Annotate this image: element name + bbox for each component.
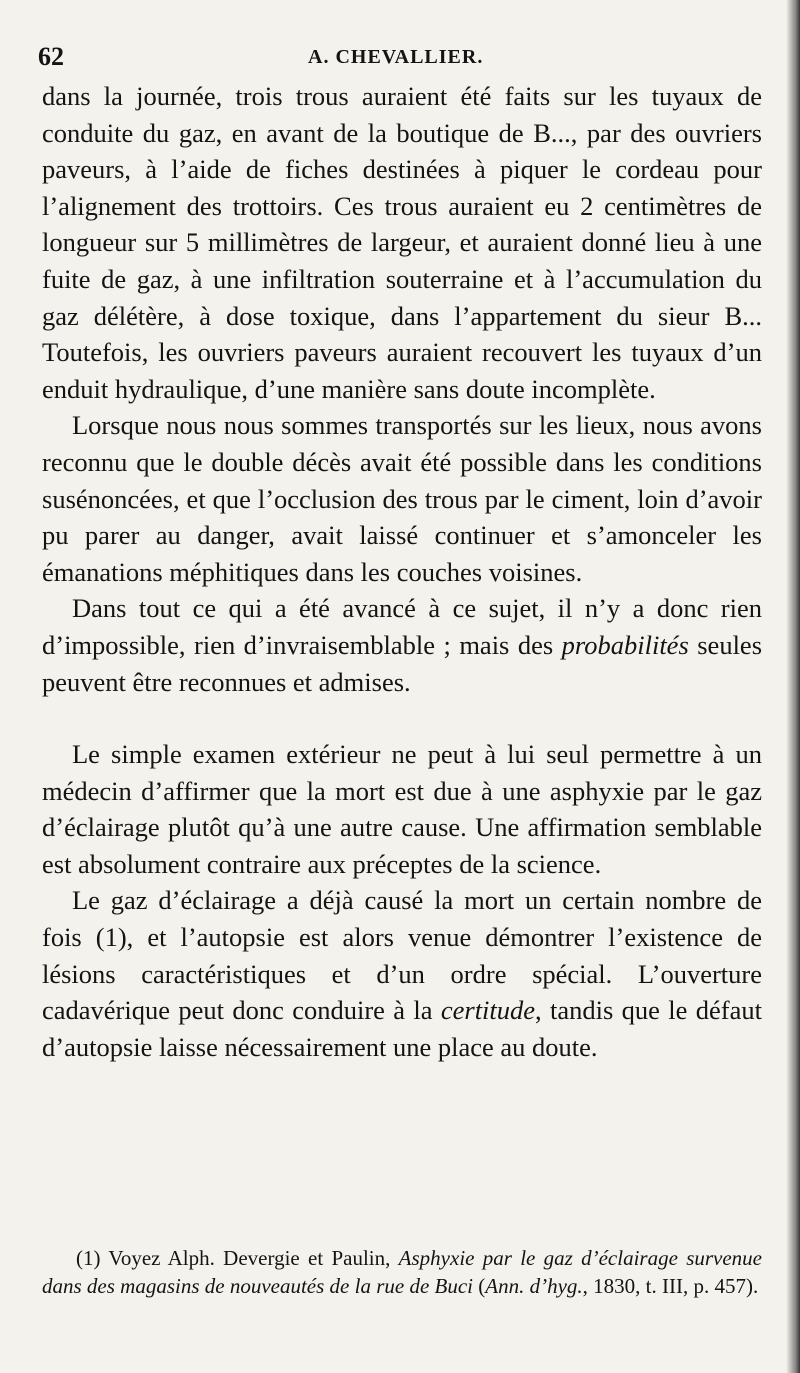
paragraph-5-italic: certitude [440, 995, 536, 1026]
footnote-title: Asphyxie par le gaz d’éclairage survenue dans des magasins de nouveautés de la rue de Buci [42, 1246, 763, 1298]
paragraph-5-start: Le gaz d’éclairage a déjà causé la mort un certain nombre de fois (1), et l’autopsie est alors venue démontrer l’existence de lésions caractéristiques et d’un ordre spécial. L’ouverture cadavérique peut donc conduire à la [42, 885, 762, 1026]
page-header [38, 42, 758, 74]
main-text [42, 78, 762, 1065]
footnote-end: , 1830, t. III, p. 457). [582, 1274, 759, 1298]
paragraph-3-start: Dans tout ce qui a été avancé à ce sujet, il n’y a donc rien d’impossible, rien d’invraisemblable ; mais des [42, 593, 762, 660]
paragraph-3-end: seules peuvent être reconnues et admises. [42, 629, 763, 697]
paragraph-3 [42, 590, 762, 700]
paragraph-5 [42, 882, 762, 1065]
running-head: A. CHEVALLIER. [308, 46, 484, 68]
page-edge-shadow [786, 0, 800, 1373]
paragraph-2: Lorsque nous nous sommes transportés sur les lieux, nous avons reconnu que le double décès avait été possible dans les conditions susénoncées, et que l’occlusion des trous par le ciment, loin d’avoir pu parer au danger, avait laissé continuer et s’amonceler les émanations méphitiques dans les couches voisines. [42, 410, 762, 587]
paragraph-4: Le simple examen extérieur ne peut à lui seul permettre à un médecin d’affirmer que la mort est due à une asphyxie par le gaz d’éclairage plutôt qu’à une autre cause. Une affirmation semblable est absolument contraire aux préceptes de la science. [42, 739, 762, 879]
footnote-marker-text: (1) Voyez Alph. Devergie et Paulin, [76, 1246, 399, 1270]
footnote-middle: ( [473, 1274, 486, 1298]
footnote [42, 1244, 762, 1300]
paragraph-1: dans la journée, trois trous auraient été faits sur les tuyaux de conduite du gaz, en avant de la boutique de B..., par des ouvriers paveurs, à l’aide de fiches destinées à piquer le cordeau pour l’alignement des trottoirs. Ces trous auraient eu 2 centimètres de longueur sur 5 millimètres de largeur, et auraient donné lieu à une fuite de gaz, à une infiltration souterraine et à l’accumulation du gaz délétère, à dose toxique, dans l’appartement du sieur B... Toutefois, les ouvriers paveurs auraient recouvert les tuyaux d’un enduit hydraulique, d’une manière sans doute incomplète. [42, 81, 762, 404]
paragraph-5-end: , tandis que le défaut d’autopsie laisse nécessairement une place au doute. [42, 995, 762, 1062]
paragraph-3-italic: probabilités [561, 629, 689, 660]
page-number: 62 [38, 42, 64, 71]
footnote-1 [42, 1244, 762, 1300]
footnote-journal: Ann. d’hyg. [485, 1274, 583, 1298]
